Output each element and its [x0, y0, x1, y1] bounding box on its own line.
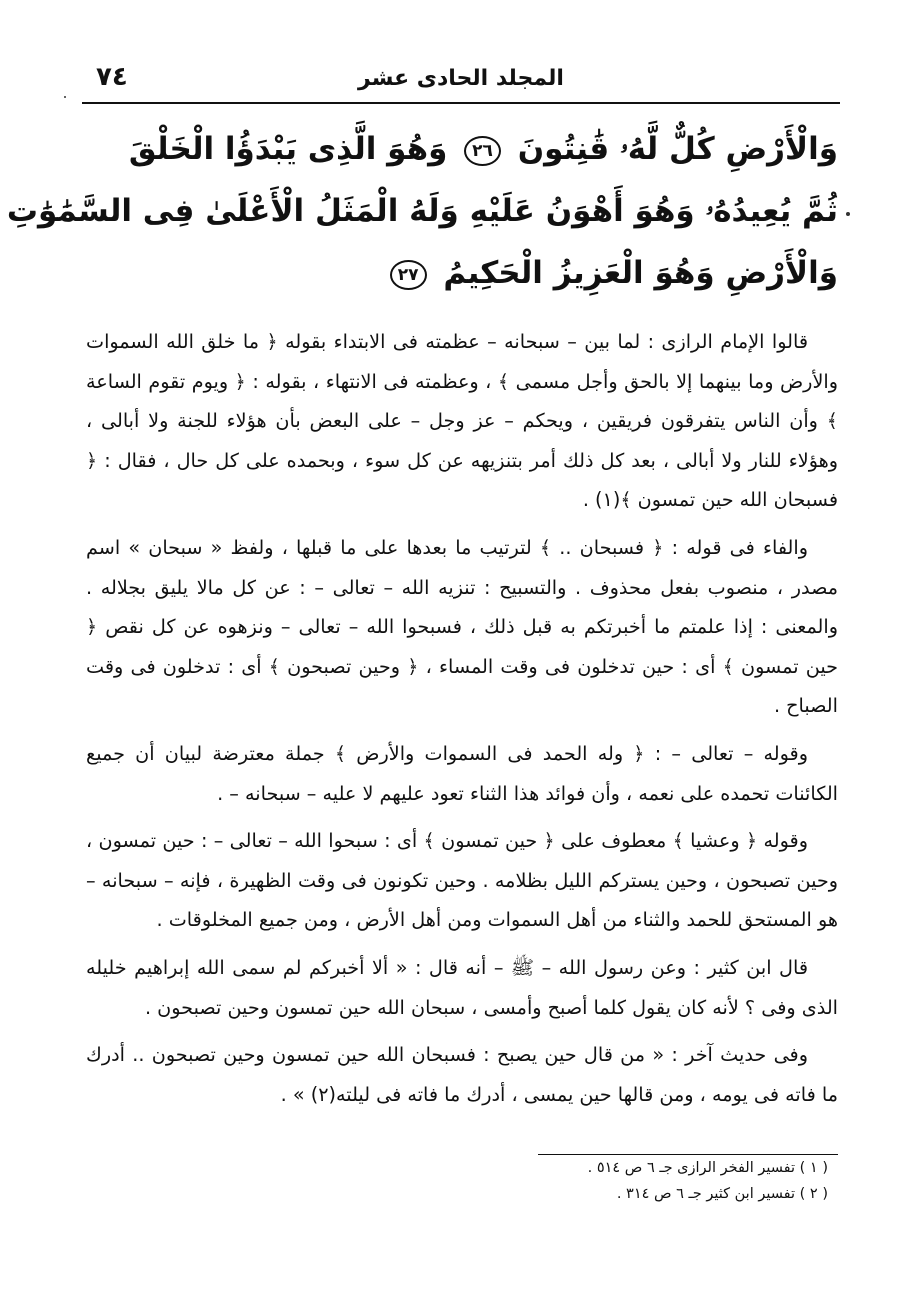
paragraph-text: والفاء فى قوله : ﴿ فسبحان .. ﴾ لترتيب ما بعدها على ما قبلها ، ولفظ « سبحان » اسم مصدر ، منصوب بفعل محذوف . والتسبيح : تنزيه الله – تعالى – : عن كل مالا يليق بجلاله . والمعنى : إذا علمتم ما أخبرتكم به قبل ذلك ، فسبحوا الله – تعالى – ونزهوه عن كل نقص ﴿ حين تمسون ﴾ أى : حين تدخلون فى وقت المساء ، ﴿ وحين تصبحون ﴾ أى : تدخلون فى وقت الصباح . [86, 535, 838, 718]
verse-line-2: ثُمَّ يُعِيدُهُۥ وَهُوَ أَهْوَنُ عَلَيْهِ وَلَهُ الْمَثَلُ الْأَعْلَىٰ فِى السَّمَٰوَٰتِ [6, 193, 838, 229]
paragraph [86, 821, 838, 940]
paragraph [86, 528, 838, 726]
ayah-number-marker: ٢٦ [464, 136, 501, 166]
verse-line-1-text-2: وَهُوَ الَّذِى يَبْدَؤُا الْخَلْقَ [128, 131, 448, 167]
paragraph [86, 734, 838, 813]
verse-line-3-text: وَالْأَرْضِ وَهُوَ الْعَزِيزُ الْحَكِيمُ [443, 255, 838, 291]
paragraph [86, 322, 838, 520]
footnote-1: ( ١ ) تفسير الفخر الرازى جـ ٦ ص ٥١٤ . [587, 1160, 828, 1176]
verse-line-1-text: وَالْأَرْضِ كُلٌّ لَّهُۥ قَٰنِتُونَ [517, 131, 838, 167]
paragraph-text: قالوا الإمام الرازى : لما بين – سبحانه – عظمته فى الابتداء بقوله ﴿ ما خلق الله السموات والأرض وما بينهما إلا بالحق وأجل مسمى ﴾ ، وعظمته فى الانتهاء ، بقوله : ﴿ ويوم تقوم الساعة ﴾ وأن الناس يتفرقون فريقين ، ويحكم – عز وجل – على البعض بأن هؤلاء للجنة ولا أبالى ، وهؤلاء للنار ولا أبالى ، بعد كل ذلك أمر بتنزيهه عن كل سوء ، وبحمده على كل حال ، فقال : ﴿ فسبحان الله حين تمسون ﴾(١) . [86, 330, 838, 512]
paragraph-text: وقوله – تعالى – : ﴿ وله الحمد فى السموات والأرض ﴾ جملة معترضة لبيان أن جميع الكائنات تحمده على نعمه ، وأن فوائد هذا الثناء تعود عليهم لا عليه – سبحانه – . [86, 741, 838, 805]
ayah-number-marker: ٢٧ [390, 260, 427, 290]
footnotes [86, 1154, 838, 1207]
verse-line-3 [120, 242, 838, 304]
paragraph-text: وقوله ﴿ وعشيا ﴾ معطوف على ﴿ حين تمسون ﴾ أى : سبحوا الله – تعالى – : حين تمسون ، وحين تصبحون ، وحين يستركم الليل بظلامه . وحين تكونون فى وقت الظهيرة ، فإنه – سبحانه – هو المستحق للحمد والثناء من أهل السموات ومن أهل الأرض ، ومن جميع المخلوقات . [86, 829, 838, 932]
paragraph [86, 1035, 838, 1114]
scan-speck [846, 212, 850, 216]
paragraph-text: وفى حديث آخر : « من قال حين يصبح : فسبحان الله حين تمسون وحين تصبحون .. أدرك ما فاته فى يومه ، ومن قالها حين يمسى ، أدرك ما فاته فى ليلته(٢) » . [86, 1043, 838, 1106]
verse-line-1 [120, 118, 838, 180]
scan-speck [64, 96, 66, 98]
footnote-2: ( ٢ ) تفسير ابن كثير جـ ٦ ص ٣١٤ . [616, 1186, 828, 1202]
running-title: المجلد الحادى عشر [358, 66, 564, 91]
quran-verse-block [6, 118, 838, 304]
commentary-body [86, 322, 838, 1122]
page-header [82, 58, 840, 104]
paragraph-text: قال ابن كثير : وعن رسول الله – ﷺ – أنه قال : « ألا أخبركم لم سمى الله إبراهيم خليله الذى وفى ؟ لأنه كان يقول كلما أصبح وأمسى ، سبحان الله حين تمسون وحين تصبحون . [86, 955, 838, 1019]
paragraph [86, 948, 838, 1027]
page-number: ٧٤ [96, 62, 128, 92]
